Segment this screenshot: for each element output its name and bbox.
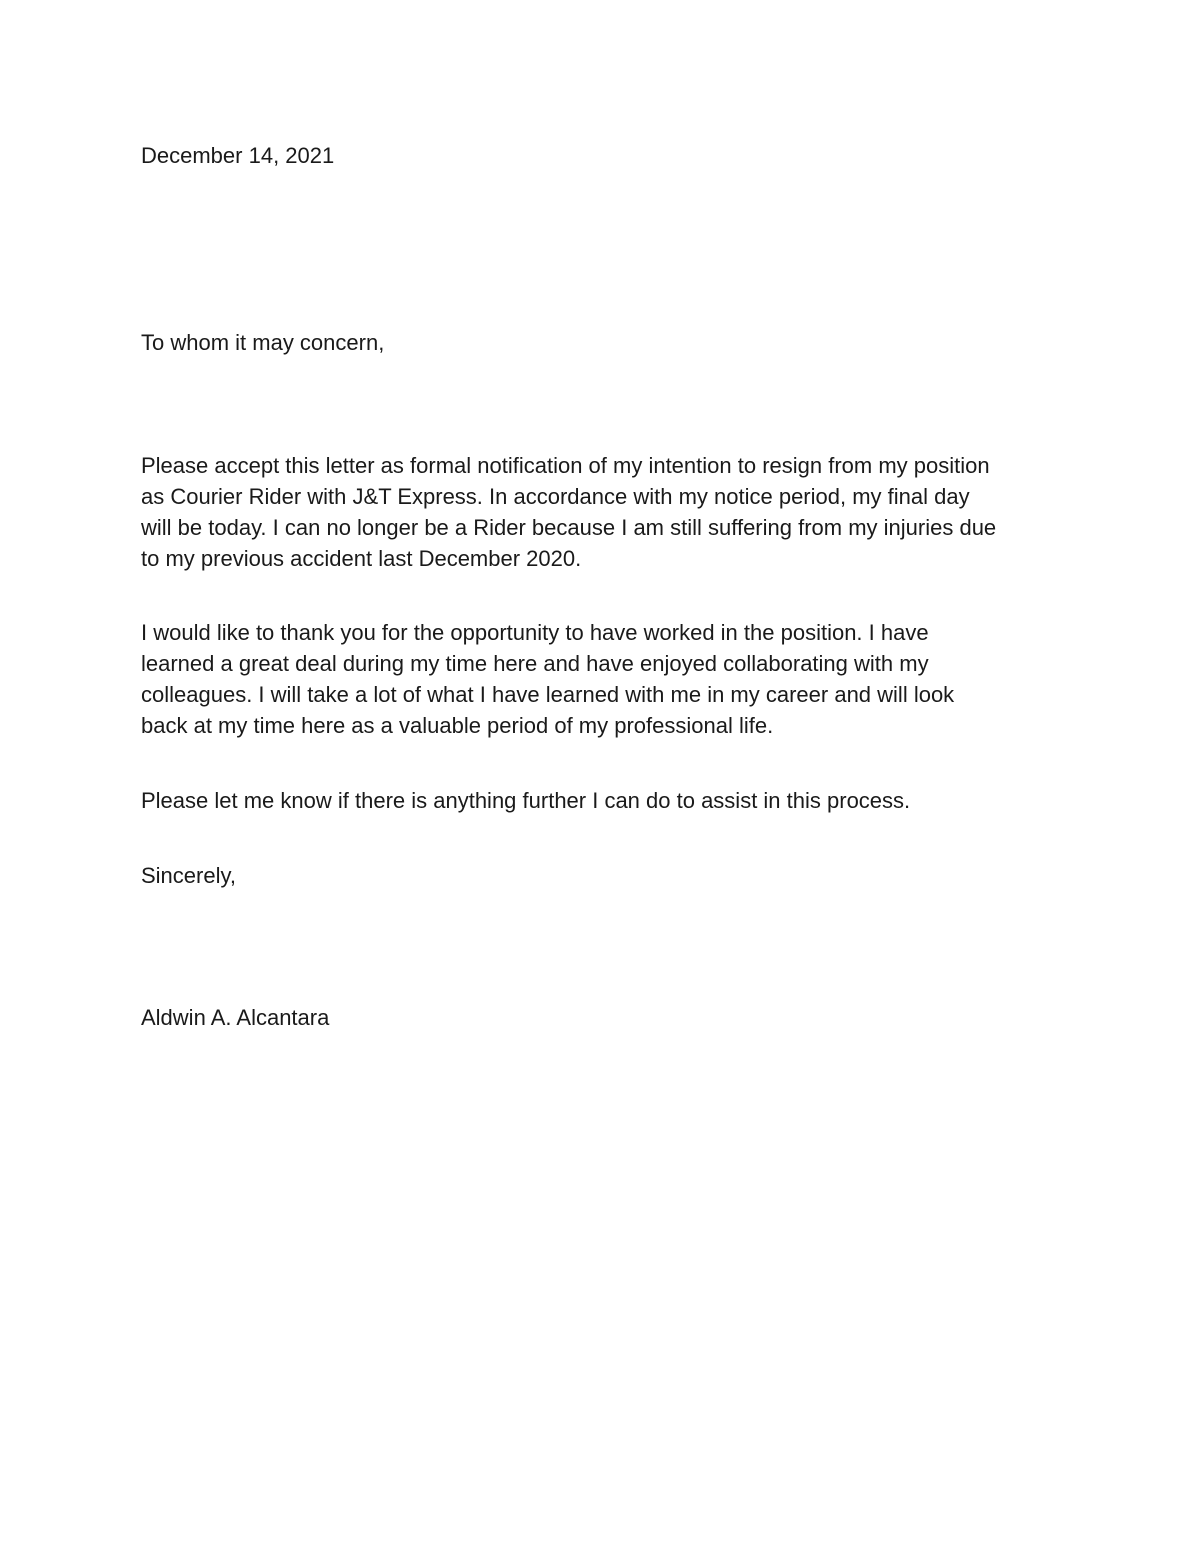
paragraph-line: as Courier Rider with J&T Express. In accordance with my notice period, my final day [141, 484, 970, 509]
paragraph-line: back at my time here as a valuable period of my professional life. [141, 713, 774, 738]
signature-name: Aldwin A. Alcantara [141, 1005, 330, 1030]
paragraph-line: will be today. I can no longer be a Rider because I am still suffering from my injuries due [141, 515, 997, 540]
paragraph-line: learned a great deal during my time here and have enjoyed collaborating with my [141, 651, 929, 676]
letter-salutation: To whom it may concern, [141, 330, 385, 355]
paragraph-line: to my previous accident last December 2020. [141, 546, 582, 571]
body-paragraph-3 [141, 785, 910, 816]
letter-closing: Sincerely, [141, 863, 236, 888]
paragraph-line: Please accept this letter as formal notification of my intention to resign from my position [141, 453, 990, 478]
paragraph-line: Please let me know if there is anything further I can do to assist in this process. [141, 788, 911, 813]
paragraph-line: colleagues. I will take a lot of what I have learned with me in my career and will look [141, 682, 955, 707]
body-paragraph-1 [141, 450, 996, 574]
paragraph-line: I would like to thank you for the opportunity to have worked in the position. I have [141, 620, 929, 645]
letter-date: December 14, 2021 [141, 143, 335, 168]
body-paragraph-2 [141, 617, 954, 741]
